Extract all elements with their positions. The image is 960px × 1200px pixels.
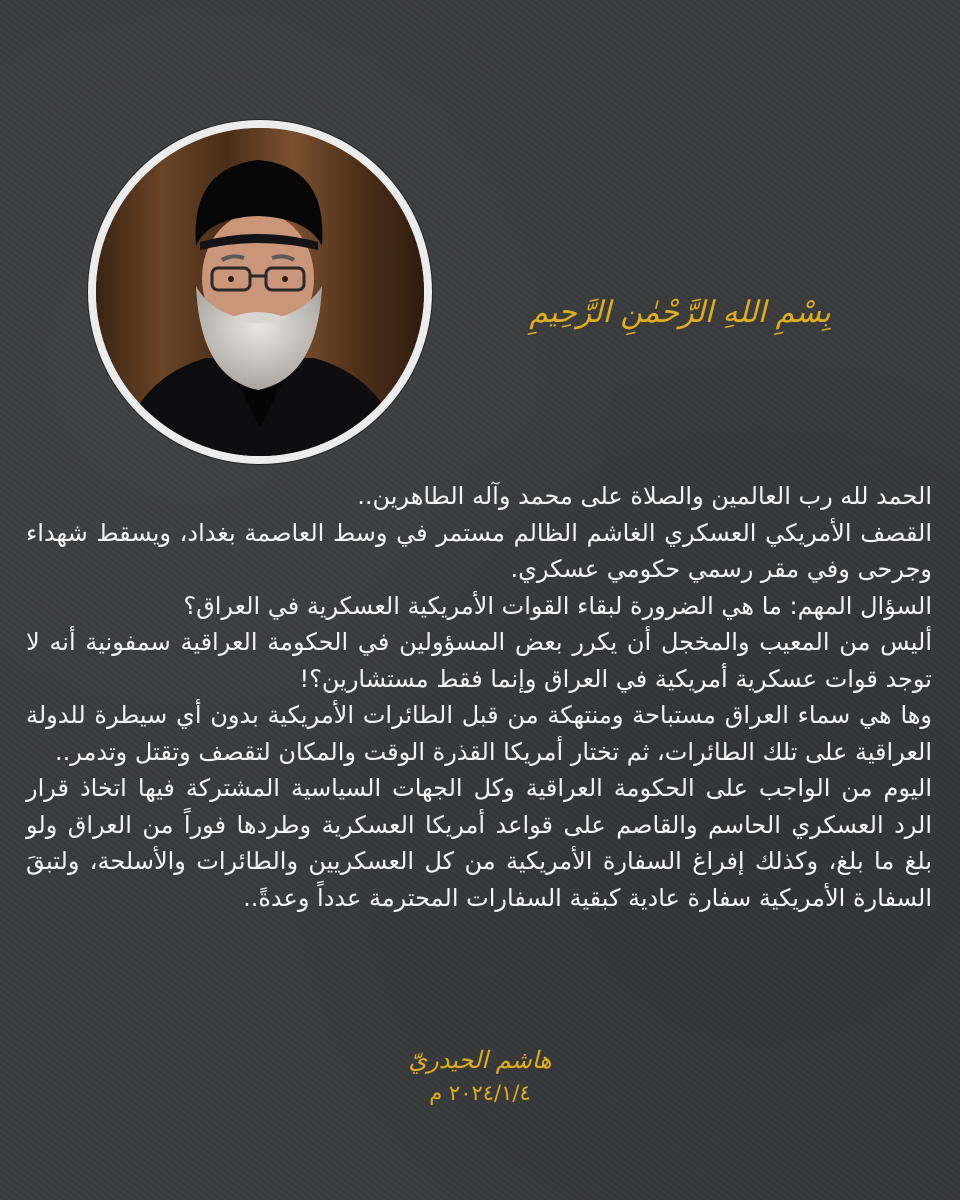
basmala-calligraphy: بِسْمِ اللهِ الرَّحْمٰنِ الرَّحِيمِ [529, 295, 831, 330]
portrait-frame [88, 120, 432, 464]
signature-block [380, 1042, 580, 1108]
portrait-illustration [96, 128, 424, 456]
paragraph-2: القصف الأمريكي العسكري الغاشم الظالم مستمر في وسط العاصمة بغداد، ويسقط شهداء وجرحى وفي مقر رسمي حكومي عسكري. [26, 518, 932, 583]
portrait-photo [96, 128, 424, 456]
signature-name: هاشم الحيدريّ [408, 1046, 552, 1074]
paragraph-1: الحمد لله رب العالمين والصلاة على محمد وآله الطاهرين.. [357, 482, 932, 510]
statement-body [26, 478, 932, 916]
paragraph-3: السؤال المهم: ما هي الضرورة لبقاء القوات الأمريكية العسكرية في العراق؟ [183, 591, 932, 620]
signature-date: ٢٠٢٤/١/٤ م [429, 1081, 531, 1105]
paragraph-5: وها هي سماء العراق مستباحة ومنتهكة من قبل الطائرات الأمريكية بدون أي سيطرة للدولة العراقية على تلك الطائرات، ثم تختار أمريكا القذرة الوقت والمكان لتقصف وتقتل وتدمر.. [26, 701, 932, 766]
paragraph-6: اليوم من الواجب على الحكومة العراقية وكل الجهات السياسية المشتركة فيها اتخاذ قرار الرد العسكري الحاسم والقاصم على قواعد أمريكا العسكرية وطردها فوراً من العراق ولو بلغ ما بلغ، وكذلك إفراغ السفارة الأمريكية من كل العسكريين والطائرات والأسلحة، ولتبقَ السفارة الأمريكية سفارة عادية كبقية السفارات المحترمة عدداً وعدةً.. [26, 774, 932, 912]
paragraph-4: أليس من المعيب والمخجل أن يكرر بعض المسؤولين في الحكومة العراقية سمفونية أنه لا توجد قوات عسكرية أمريكية في العراق وإنما فقط مستشارين؟! [26, 628, 932, 693]
